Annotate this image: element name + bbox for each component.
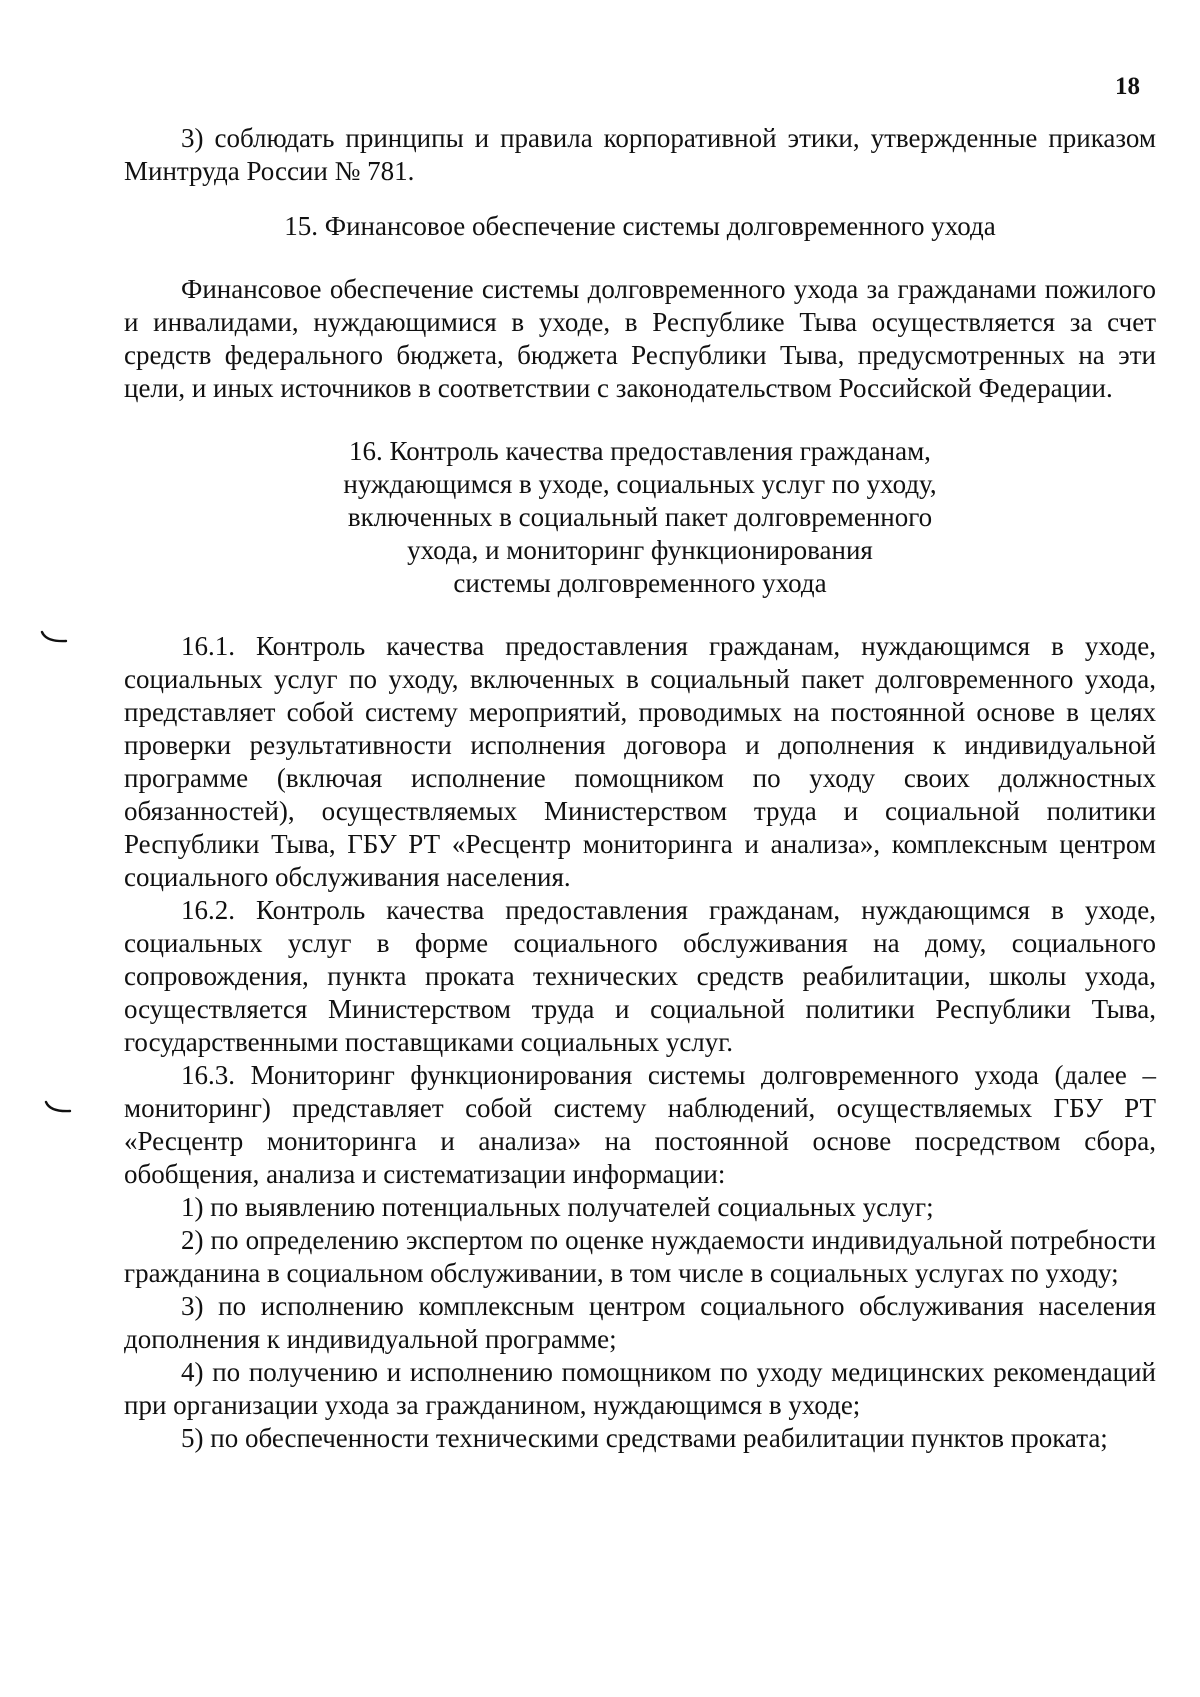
scan-mark: [40, 630, 68, 644]
section-16-title-line: системы долговременного ухода: [453, 568, 827, 598]
monitoring-item: 5) по обеспеченности техническими средствами реабилитации пунктов проката;: [181, 1423, 1108, 1453]
list-item-ethics: 3) соблюдать принципы и правила корпоративной этики, утвержденные приказом Минтруда России № 781.: [124, 123, 1156, 186]
monitoring-item: 1) по выявлению потенциальных получателей социальных услуг;: [181, 1192, 934, 1222]
scan-mark: [44, 1100, 72, 1114]
monitoring-item: 4) по получению и исполнению помощником по уходу медицинских рекомендаций при организации ухода за гражданином, нуждающимся в уходе;: [124, 1357, 1156, 1420]
section-15-title: 15. Финансовое обеспечение системы долговременного ухода: [284, 211, 996, 241]
monitoring-item: 3) по исполнению комплексным центром социального обслуживания населения дополнения к индивидуальной программе;: [124, 1291, 1156, 1354]
document-body: [124, 122, 1156, 1455]
section-16-title-line: включенных в социальный пакет долговременного: [347, 502, 933, 532]
section-16-title: [124, 435, 1156, 600]
paragraph-16-2: 16.2. Контроль качества предоставления гражданам, нуждающимся в уходе, социальных услуг в форме социального обслуживания на дому, социального сопровождения, пункта проката технических средств реабилитации, школы ухода, осуществляется Министерством труда и социальной политики Республики Тыва, государственными поставщиками социальных услуг.: [124, 895, 1156, 1057]
paragraph-16-3: 16.3. Мониторинг функционирования системы долговременного ухода (далее – мониторинг) представляет собой систему наблюдений, осуществляемых ГБУ РТ «Ресцентр мониторинга и анализа» на постоянной основе посредством сбора, обобщения, анализа и систематизации информации:: [124, 1060, 1156, 1189]
page-number: 18: [1115, 73, 1140, 100]
section-16-title-line: нуждающимся в уходе, социальных услуг по уходу,: [343, 469, 937, 499]
section-16-title-line: ухода, и мониторинг функционирования: [407, 535, 873, 565]
monitoring-item: 2) по определению экспертом по оценке нуждаемости индивидуальной потребности гражданина в социальном обслуживании, в том числе в социальных услугах по уходу;: [124, 1225, 1156, 1288]
section-16-title-line: 16. Контроль качества предоставления гражданам,: [349, 436, 931, 466]
paragraph-16-1: 16.1. Контроль качества предоставления гражданам, нуждающимся в уходе, социальных услуг по уходу, включенных в социальный пакет долговременного ухода, представляет собой систему мероприятий, проводимых на постоянной основе в целях проверки результативности исполнения договора и дополнения к индивидуальной программе (включая исполнение помощником по уходу своих должностных обязанностей), осуществляемых Министерством труда и социальной политики Республики Тыва, ГБУ РТ «Ресцентр мониторинга и анализа», комплексным центром социального обслуживания населения.: [124, 631, 1156, 892]
section-15-paragraph: Финансовое обеспечение системы долговременного ухода за гражданами пожилого и инвалидами, нуждающимися в уходе, в Республике Тыва осуществляется за счет средств федерального бюджета, бюджета Республики Тыва, предусмотренных на эти цели, и иных источников в соответствии с законодательством Российской Федерации.: [124, 274, 1156, 403]
